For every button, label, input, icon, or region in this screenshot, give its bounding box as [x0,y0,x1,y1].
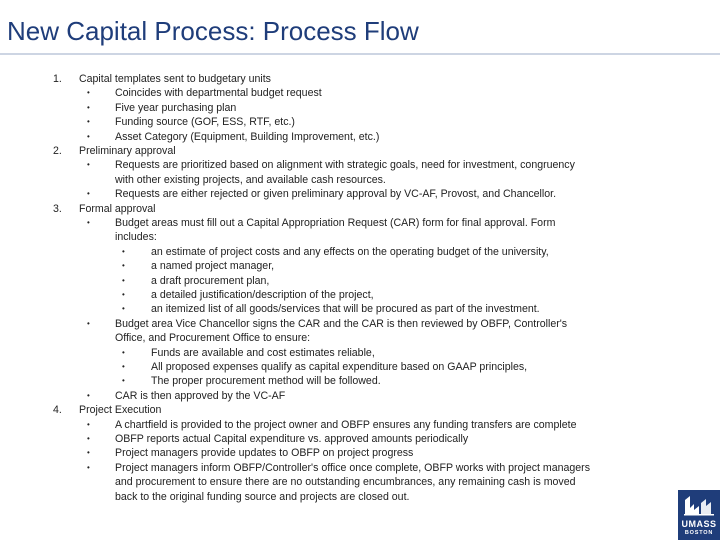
bullet-text: Funding source (GOF, ESS, RTF, etc.) [115,116,295,129]
list-number: 4. [53,404,62,417]
bullet-icon: • [87,462,90,472]
bullet-icon: • [87,88,90,98]
list-item-4 [0,403,720,417]
bullet-icon: • [87,318,90,328]
list-item [0,216,720,230]
list-number: 1. [53,73,62,85]
bullet-text: A chartfield is provided to the project owner and OBFP ensures any funding transfers are complete [115,418,577,431]
sub-bullet-text: a draft procurement plan, [151,274,270,287]
list-item [0,475,720,489]
list-item [0,374,720,388]
bullet-icon: • [87,390,90,400]
sub-bullet-text: The proper procurement method will be followed. [151,375,381,388]
bullet-icon: • [122,290,125,299]
list-item [0,115,720,129]
list-item [0,317,720,331]
list-item [0,461,720,475]
bullet-text: Budget area Vice Chancellor signs the CAR and the CAR is then reviewed by OBFP, Controller's [115,317,568,330]
bullet-icon: • [122,275,125,285]
list-item-text: Preliminary approval [79,145,176,157]
list-item [0,187,720,201]
list-item [0,389,720,403]
list-item [0,245,720,259]
bullet-icon: • [87,448,90,458]
bullet-icon: • [87,218,90,227]
list-item [0,360,720,374]
list-item [0,432,720,446]
bullet-icon: • [87,160,90,170]
bullet-text-continued: with other existing projects, and available cash resources. [115,173,386,186]
list-item [0,274,720,288]
bullet-icon: • [87,419,90,429]
list-item [0,130,720,144]
list-item [0,158,720,172]
slide-title: New Capital Process: Process Flow [7,16,419,46]
bullet-icon: • [122,362,125,371]
bullet-text-continued: back to the original funding source and projects are closed out. [115,490,410,503]
bullet-text: Requests are prioritized based on alignment with strategic goals, need for investment, congruency [115,159,575,172]
bullet-icon: • [87,434,90,443]
bullet-icon: • [122,347,125,357]
bullet-text: Project managers inform OBFP/Controller's office once complete, OBFP works with project managers [115,461,591,474]
bullet-icon: • [87,131,90,141]
list-item-text: Capital templates sent to budgetary units [79,73,271,85]
sub-bullet-text: a named project manager, [151,260,275,273]
sub-bullet-text: a detailed justification/description of the project, [151,289,374,301]
list-number: 2. [53,145,62,157]
bullet-icon: • [87,189,90,199]
list-item [0,259,720,273]
bullet-text: CAR is then approved by the VC-AF [115,389,286,402]
bullet-text-continued: Office, and Procurement Office to ensure: [115,332,311,345]
list-item [0,346,720,360]
list-item [0,288,720,302]
bullet-icon: • [87,117,90,127]
bullet-text: Requests are either rejected or given preliminary approval by VC-AF, Provost, and Chancellor. [115,188,557,201]
umass-boston-logo [678,490,720,540]
list-item [0,101,720,115]
list-item-text: Project Execution [79,404,162,417]
bullet-text: OBFP reports actual Capital expenditure vs. approved amounts periodically [115,433,469,445]
bullet-icon: • [87,102,90,112]
logo-mark-icon [682,494,716,516]
sub-bullet-text: Funds are available and cost estimates reliable, [151,346,375,359]
list-item-1 [0,72,720,86]
logo-text-umass: UMASS [681,519,717,529]
bullet-text: Coincides with departmental budget request [115,87,322,100]
bullet-text: Asset Category (Equipment, Building Improvement, etc.) [115,130,380,143]
list-number: 3. [53,202,62,215]
title-divider [0,53,720,55]
bullet-text-continued: includes: [115,231,157,244]
bullet-icon: • [122,261,125,271]
list-item [0,490,720,504]
sub-bullet-text: All proposed expenses qualify as capital expenditure based on GAAP principles, [151,361,528,373]
logo-text-boston: BOSTON [684,530,714,536]
list-item [0,86,720,100]
bullet-icon: • [122,376,125,386]
list-item [0,418,720,432]
bullet-text: Project managers provide updates to OBFP on project progress [115,447,414,460]
bullet-text: Five year purchasing plan [115,101,237,114]
list-item [0,302,720,316]
list-item [0,230,720,244]
bullet-icon: • [122,246,125,256]
list-item-2 [0,144,720,158]
bullet-text: Budget areas must fill out a Capital Appropriation Request (CAR) form for final approval. Form [115,217,556,229]
sub-bullet-text: an estimate of project costs and any effects on the operating budget of the university, [151,245,549,258]
bullet-icon: • [122,304,125,314]
sub-bullet-text: an itemized list of all goods/services that will be procured as part of the investment. [151,303,540,316]
list-item-3 [0,202,720,216]
list-item [0,173,720,187]
bullet-text-continued: and procurement to ensure there are no outstanding encumbrances, any remaining cash is moved [115,476,576,489]
list-item [0,446,720,460]
list-item [0,331,720,345]
list-item-text: Formal approval [79,202,156,215]
